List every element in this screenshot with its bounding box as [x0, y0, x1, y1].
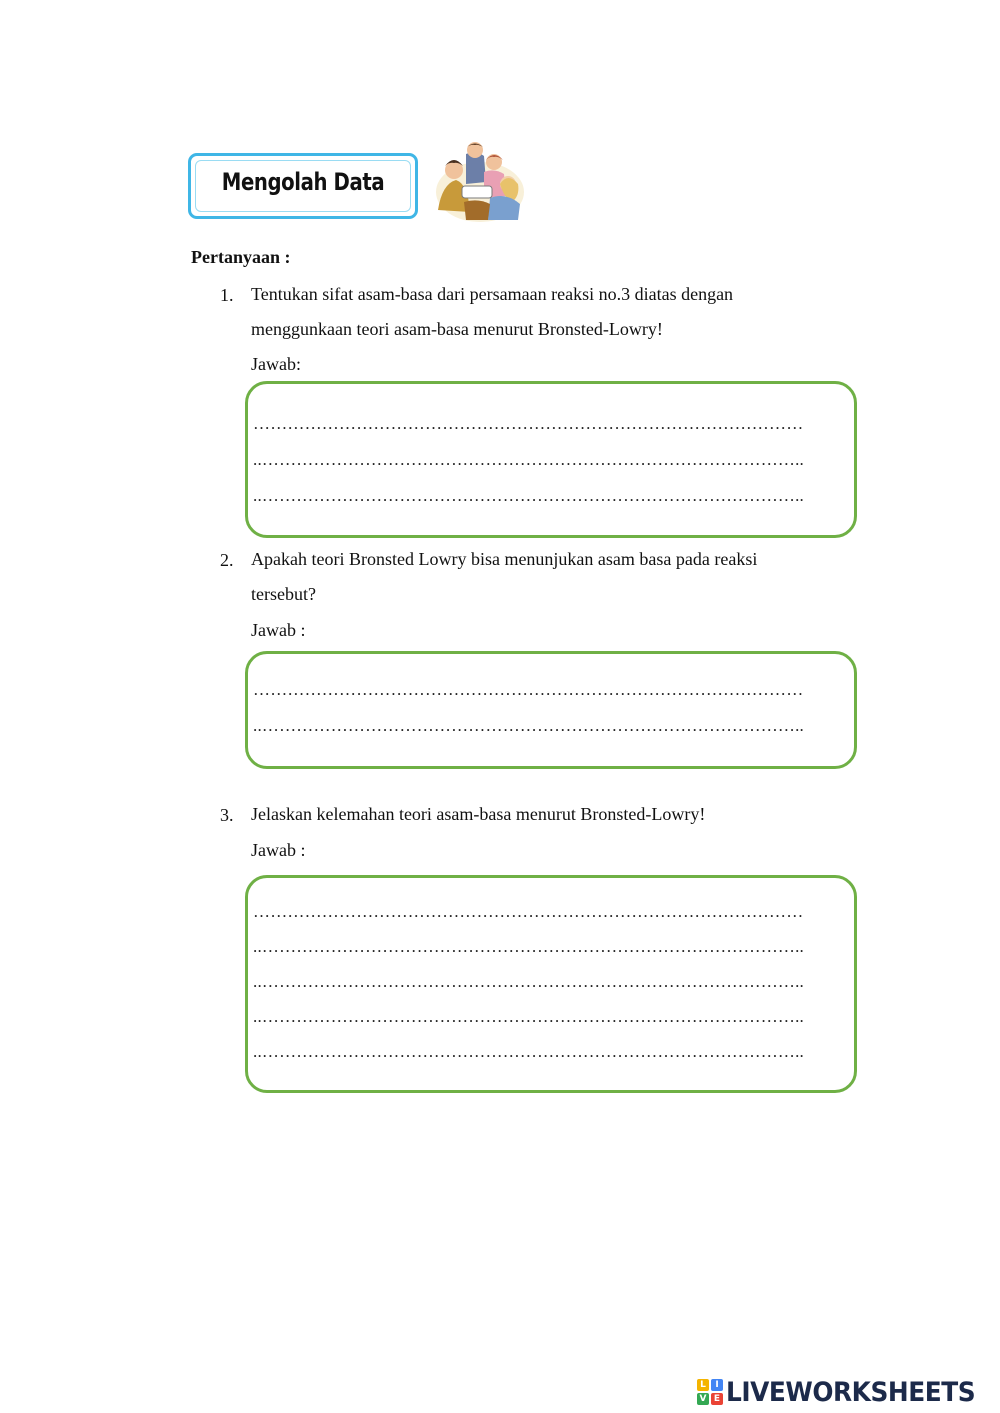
section-title: Mengolah Data [221, 168, 385, 196]
question-3-line-1: Jelaskan kelemahan teori asam-basa menurut Bronsted-Lowry! [251, 804, 706, 824]
students-group-clipart-icon [428, 140, 526, 226]
liveworksheets-logo [697, 1377, 997, 1407]
question-1-line-1: Tentukan sifat asam-basa dari persamaan reaksi no.3 diatas dengan [251, 284, 734, 304]
questions-heading: Pertanyaan : [191, 247, 291, 267]
answer-dotted-line[interactable]: ..………………………………………………………………………………….. [253, 937, 804, 956]
question-1-answer-box[interactable] [245, 381, 857, 538]
question-3-number: 3. [220, 805, 234, 825]
logo-letter-tile: L [697, 1379, 709, 1391]
liveworksheets-logo-icon [697, 1379, 723, 1405]
answer-dotted-line[interactable]: …………………………………………………………………………………… [253, 414, 804, 433]
question-1-number: 1. [220, 285, 234, 305]
question-2-line-2: tersebut? [251, 584, 316, 604]
answer-dotted-line[interactable]: ..………………………………………………………………………………….. [253, 716, 804, 735]
question-1-line-2: menggunkaan teori asam-basa menurut Bronsted-Lowry! [251, 319, 663, 339]
liveworksheets-logo-text: LIVEWORKSHEETS [726, 1376, 976, 1408]
question-2-number: 2. [220, 550, 234, 570]
question-2-jawab-label: Jawab : [251, 620, 306, 640]
section-header-box [188, 153, 418, 219]
question-2-line-1: Apakah teori Bronsted Lowry bisa menunjukan asam basa pada reaksi [251, 549, 758, 569]
answer-dotted-line[interactable]: ..………………………………………………………………………………….. [253, 1007, 804, 1026]
question-2-answer-box[interactable] [245, 651, 857, 769]
answer-dotted-line[interactable]: ..………………………………………………………………………………….. [253, 486, 804, 505]
answer-dotted-line[interactable]: …………………………………………………………………………………… [253, 680, 804, 699]
question-3-answer-box[interactable] [245, 875, 857, 1093]
answer-dotted-line[interactable]: ..………………………………………………………………………………….. [253, 1042, 804, 1061]
answer-dotted-line[interactable]: ..………………………………………………………………………………….. [253, 972, 804, 991]
logo-letter-tile: E [711, 1393, 723, 1405]
logo-letter-tile: V [697, 1393, 709, 1405]
logo-letter-tile: I [711, 1379, 723, 1391]
question-3-jawab-label: Jawab : [251, 840, 306, 860]
answer-dotted-line[interactable]: …………………………………………………………………………………… [253, 902, 804, 921]
question-1-jawab-label: Jawab: [251, 354, 301, 374]
answer-dotted-line[interactable]: ..………………………………………………………………………………….. [253, 450, 804, 469]
